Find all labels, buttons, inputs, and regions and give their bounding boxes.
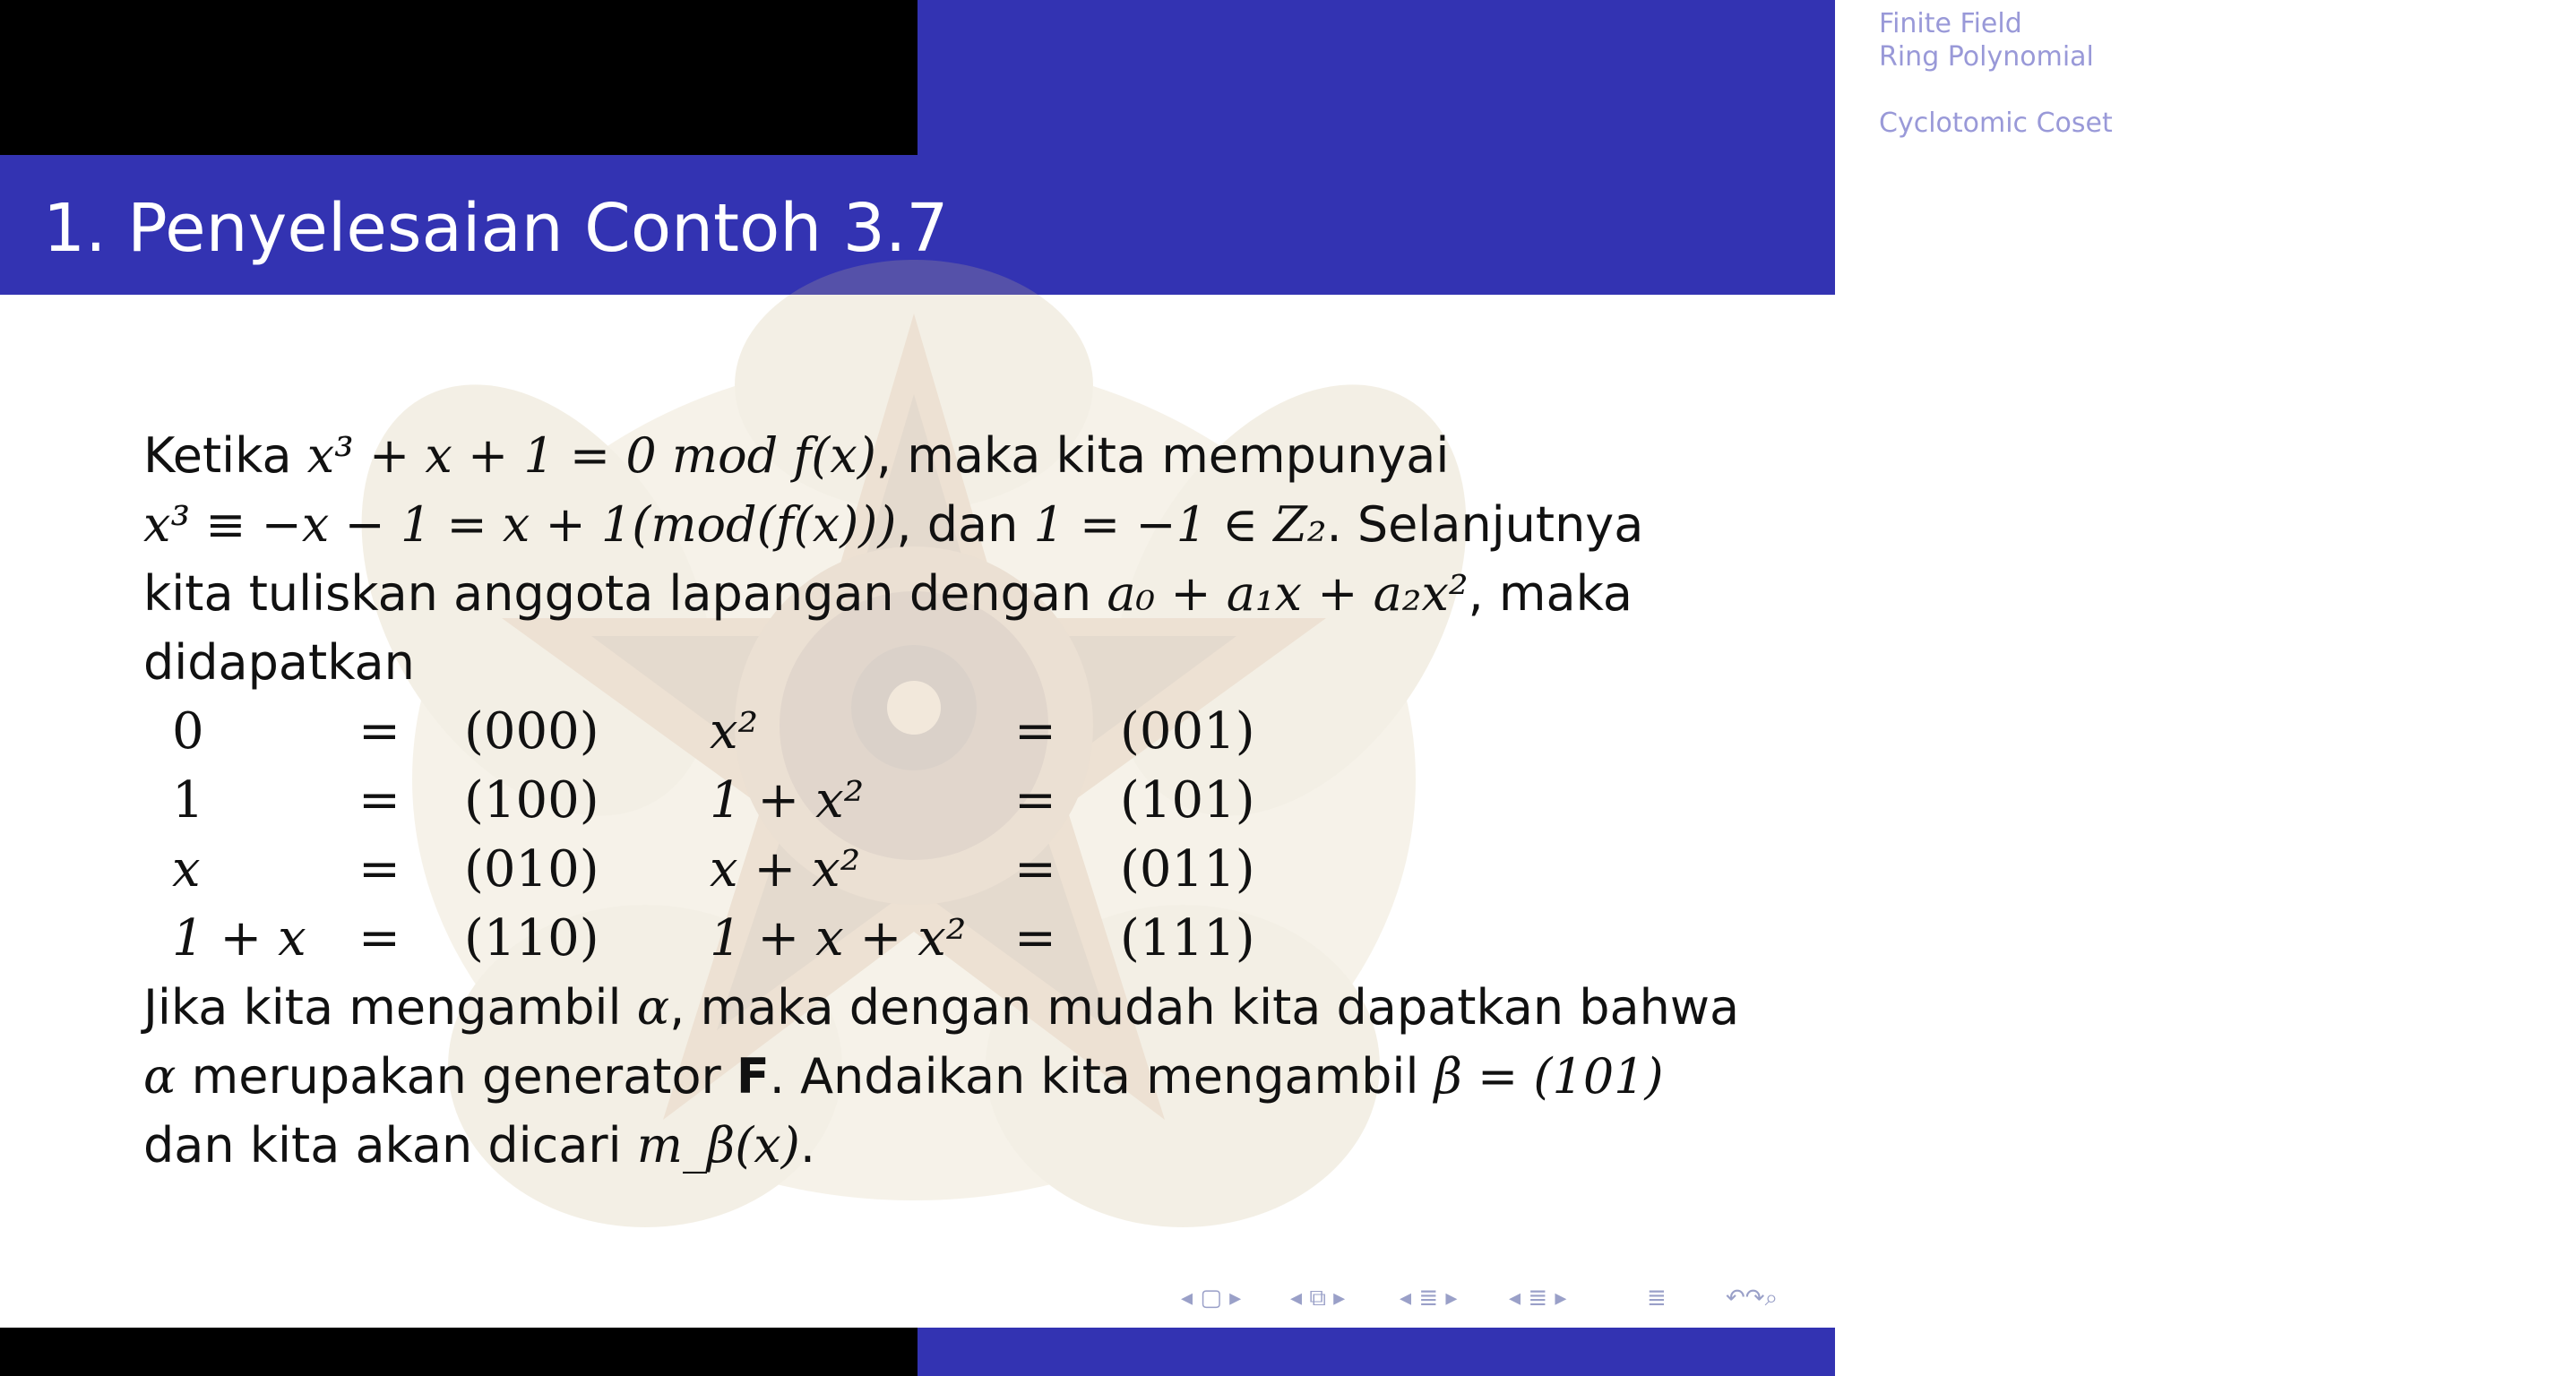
text-dan-kita-akan-dicari: dan kita akan dicari — [143, 1117, 637, 1174]
text-ketika: Ketika — [143, 427, 307, 484]
footer-title-prefix: BCH Codes( — [1879, 1335, 2038, 1366]
text-selanjutnya: . Selanjutnya — [1326, 496, 1644, 553]
row-equals: = — [358, 702, 401, 761]
subsection-link-ring-polynomial[interactable]: Ring Polynomial — [1879, 41, 2094, 73]
text-kita-tuliskan: kita tuliskan anggota lapangan dengan — [143, 565, 1107, 622]
text-maka: , maka — [1468, 565, 1633, 622]
nav-prev-section-icon[interactable]: ◂ ≣ ▸ — [1400, 1285, 1458, 1312]
header-right-panel — [918, 0, 2140, 155]
paragraph-line-7 — [143, 1111, 1720, 1180]
row-right-vector: (001) — [1120, 702, 1255, 761]
row-equals: = — [358, 771, 401, 830]
field-elements-table — [143, 697, 1720, 973]
table-row — [143, 697, 1398, 766]
paragraph-line-6 — [143, 1042, 1720, 1111]
text-dan: , dan — [896, 496, 1034, 553]
row-left-element: x — [172, 840, 201, 899]
equation-field-element-form: a₀ + a₁x + a₂x² — [1107, 565, 1469, 622]
row-left-vector: (100) — [464, 771, 599, 830]
text-jika-kita-mengambil: Jika kita mengambil — [143, 979, 637, 1036]
equation-x-cubed-congruence: x³ ≡ −x − 1 = x + 1(mod(f(x))) — [143, 496, 897, 553]
header-bar — [0, 0, 2140, 155]
paragraph-line-4 — [143, 628, 1720, 697]
text-maka-dengan-mudah: , maka dengan mudah kita dapatkan bahwa — [669, 979, 1740, 1036]
paragraph-line-5 — [143, 973, 1740, 1042]
row-right-element: x² — [710, 702, 759, 761]
symbol-alpha-2: α — [143, 1048, 177, 1105]
nav-prev-doc-icon[interactable]: ◂ ≣ ▸ — [1509, 1285, 1567, 1312]
text-maka-kita-mempunyai: , maka kita mempunyai — [875, 427, 1450, 484]
equation-beta-101: β = (101) — [1434, 1048, 1664, 1105]
table-row — [143, 835, 1398, 904]
equation-minimal-polynomial: m_β(x) — [636, 1117, 800, 1174]
footer-bar — [0, 1328, 2576, 1376]
text-didapatkan: didapatkan — [143, 634, 415, 691]
row-right-vector: (101) — [1120, 771, 1255, 830]
table-row — [143, 766, 1398, 835]
row-left-element: 1 + x — [172, 909, 306, 968]
row-right-vector: (011) — [1120, 840, 1255, 899]
row-right-element: x + x² — [710, 840, 861, 899]
footer-title-italic: Bose -Chaudhuri- Hocquenghem Codes — [2038, 1335, 2566, 1366]
slide-title: 1. Penyelesaian Contoh 3.7 — [43, 190, 949, 267]
footer-title-suffix: ) — [2565, 1335, 2576, 1366]
row-equals-right: = — [1014, 702, 1056, 761]
nav-search-icon[interactable]: ↶↷⌕ — [1726, 1285, 1779, 1312]
equation-one-equals-minus-one-in-z2: 1 = −1 ∈ Z₂ — [1033, 496, 1327, 553]
row-equals: = — [358, 840, 401, 899]
text-andaikan: . Andaikan kita mengambil — [769, 1048, 1434, 1105]
row-left-vector: (110) — [464, 909, 599, 968]
footer-left-panel — [0, 1328, 918, 1376]
row-equals-right: = — [1014, 840, 1056, 899]
subsection-link-finite-field[interactable]: Finite Field — [1879, 8, 2022, 39]
equation-x-cubed-plus-x-plus-1: x³ + x + 1 = 0 mod f(x) — [306, 427, 876, 484]
row-left-element: 1 — [172, 771, 204, 830]
footer-title — [1879, 1335, 2576, 1366]
subsection-nav — [1879, 7, 2139, 140]
subsection-link-minimal-polynomial[interactable]: Minimal Polynomial — [1879, 74, 2140, 106]
text-period: . — [799, 1117, 815, 1174]
row-left-vector: (010) — [464, 840, 599, 899]
row-equals: = — [358, 909, 401, 968]
paragraph-line-3 — [143, 559, 1720, 628]
row-right-vector: (111) — [1120, 909, 1255, 968]
nav-prev-frame-icon[interactable]: ◂ ▢ ▸ — [1181, 1285, 1242, 1312]
symbol-field-f: F — [736, 1048, 770, 1105]
paragraph-line-2 — [143, 490, 1720, 559]
row-left-vector: (000) — [464, 702, 599, 761]
paragraph-line-1 — [143, 421, 1720, 490]
nav-align-icon[interactable]: ≣ — [1647, 1285, 1667, 1312]
subsection-link-cyclotomic-coset[interactable]: Cyclotomic Coset — [1879, 108, 2113, 139]
symbol-alpha: α — [636, 979, 670, 1036]
header-left-panel — [0, 0, 918, 155]
nav-prev-subsection-icon[interactable]: ◂ ⧉ ▸ — [1290, 1285, 1346, 1312]
row-left-element: 0 — [172, 702, 204, 761]
footer-right-panel — [918, 1328, 2576, 1376]
row-equals-right: = — [1014, 909, 1056, 968]
text-merupakan-generator: merupakan generator — [176, 1048, 737, 1105]
beamer-navigation — [1174, 1285, 1819, 1315]
slide-body — [143, 421, 1740, 1180]
row-equals-right: = — [1014, 771, 1056, 830]
row-right-element: 1 + x² — [710, 771, 865, 830]
row-right-element: 1 + x + x² — [710, 909, 967, 968]
table-row — [143, 904, 1398, 973]
